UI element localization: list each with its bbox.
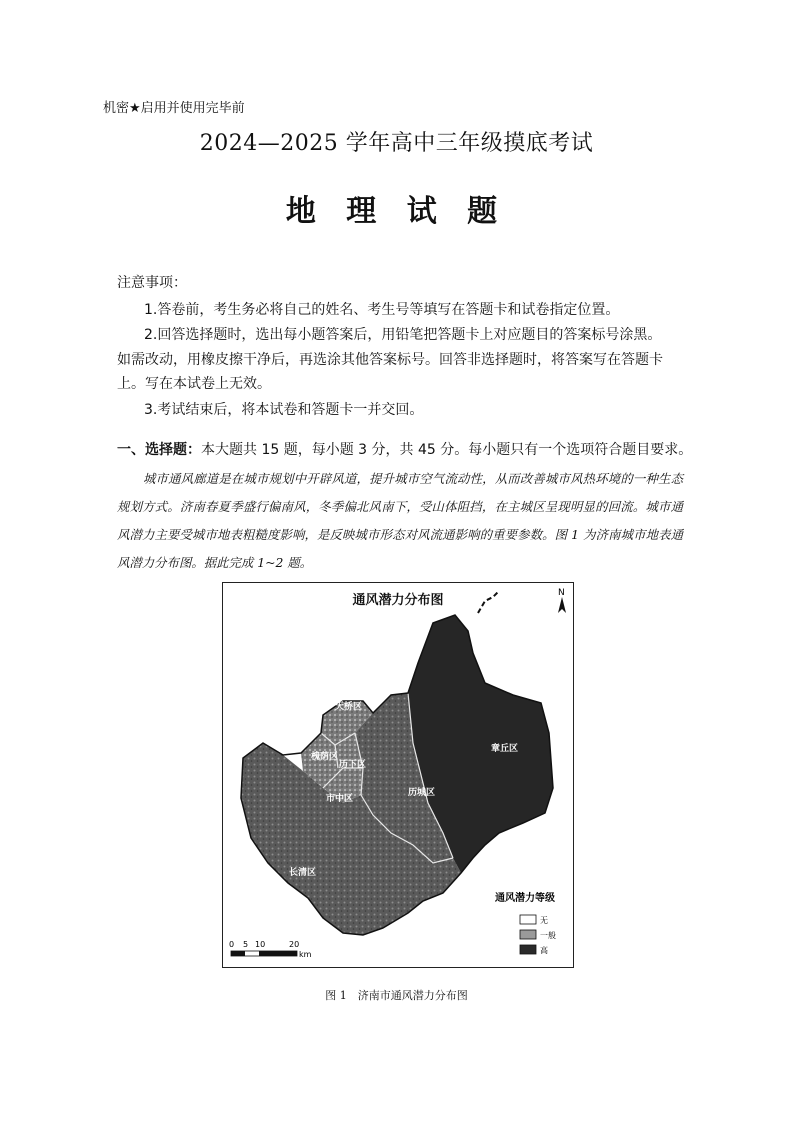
- legend-label-medium: 一般: [540, 931, 556, 940]
- label-licheng: 历城区: [408, 788, 436, 798]
- label-shizhong: 市中区: [326, 794, 354, 804]
- legend-title: 通风潜力等级: [495, 893, 555, 904]
- label-lixia: 历下区: [339, 760, 367, 770]
- scale-tick-10: 10: [255, 940, 266, 949]
- section-heading-rest: 本大题共 15 题，每小题 3 分，共 45 分。每小题只有一个选项符合题目要求。: [201, 442, 693, 458]
- map-graphic: [223, 583, 573, 967]
- label-tianqiao: 天桥区: [335, 702, 363, 712]
- section-heading: [117, 439, 692, 459]
- legend-swatch-medium: [520, 930, 536, 939]
- notice-item-1: 1.答卷前，考生务必将自己的姓名、考生号等填写在答题卡和试卷指定位置。: [144, 302, 620, 318]
- map-legend: [495, 891, 556, 955]
- legend-label-none: 无: [540, 916, 548, 925]
- map-title: 通风潜力分布图: [352, 593, 444, 608]
- subject-title: 地 理 试 题: [285, 194, 508, 229]
- north-label: N: [558, 588, 565, 598]
- exam-title: 2024—2025 学年高中三年级摸底考试: [199, 131, 594, 156]
- label-changqing: 长清区: [289, 868, 317, 878]
- scale-unit: km: [299, 950, 312, 959]
- confidential-mark: 机密★启用并使用完毕前: [103, 101, 245, 116]
- notice-item-3: 3.考试结束后，将本试卷和答题卡一并交回。: [144, 402, 424, 418]
- notice-item-2-cont: 如需改动，用橡皮擦干净后，再选涂其他答案标号。回答非选择题时，将答案写在答题卡: [117, 352, 663, 368]
- legend-swatch-none: [520, 915, 536, 924]
- section-heading-bold: 一、选择题：: [117, 442, 201, 458]
- legend-swatch-high: [520, 945, 536, 954]
- label-zhangqiu: 章丘区: [491, 744, 519, 754]
- notice-item-2: 2.回答选择题时，选出每小题答案后，用铅笔把答题卡上对应题目的答案标号涂黑。: [144, 327, 662, 343]
- scale-tick-5: 5: [243, 940, 249, 949]
- legend-label-high: 高: [540, 946, 548, 955]
- label-huaiyin: 槐荫区: [311, 752, 339, 762]
- question-stem: 城市通风廊道是在城市规划中开辟风道，提升城市空气流动性，从而改善城市风热环境的一种生态规划方式。济南春夏季盛行偏南风，冬季偏北风南下，受山体阻挡，在主城区呈现明显的回流。城市通风潜力主要受城市地表粗糙度影响，是反映城市形态对风流通影响的重要参数。图 1 为济南城市地表通风潜力分布图。据此完成 1~2 题。: [117, 471, 683, 570]
- ventilation-map: [222, 582, 574, 968]
- scale-tick-20: 20: [289, 940, 300, 949]
- north-arrow-icon: [558, 588, 566, 613]
- scale-bar: [229, 940, 312, 959]
- notice-heading: 注意事项：: [117, 275, 187, 291]
- figure-caption: 图 1 济南市通风潜力分布图: [325, 989, 468, 1002]
- notice-item-2-end: 上。写在本试卷上无效。: [117, 376, 271, 392]
- scale-tick-0: 0: [229, 940, 235, 949]
